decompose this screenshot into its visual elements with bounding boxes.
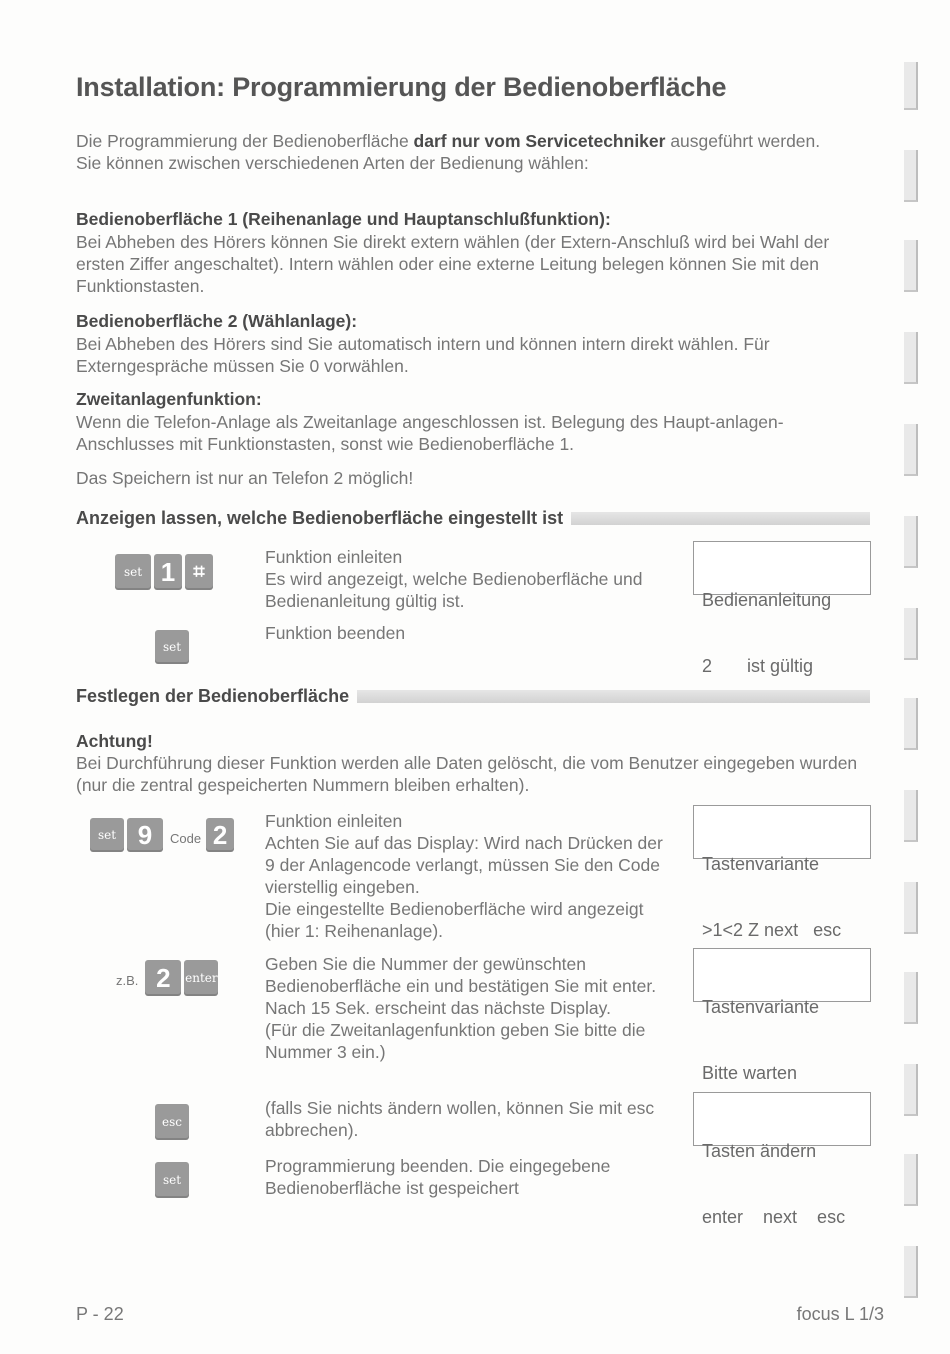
lcd-display — [693, 1092, 871, 1227]
digit-1-key[interactable]: 1 — [154, 554, 182, 590]
margin-tab — [904, 150, 918, 202]
intro-text-end: ausgeführt werden. — [665, 131, 821, 151]
section1-step2-text: Funktion beenden — [265, 623, 406, 643]
section2-step1-keys — [90, 818, 234, 852]
section2-step4-text: Programmierung beenden. Die eingegebene Bedienoberfläche ist gespeichert — [265, 1156, 611, 1198]
example-prefix: z.B. — [116, 973, 139, 988]
margin-tab — [904, 1064, 918, 1116]
digit-9-key[interactable]: 9 — [127, 818, 163, 852]
margin-tab — [904, 424, 918, 476]
section1-heading: Anzeigen lassen, welche Bedienoberfläche eingestellt ist — [76, 508, 870, 529]
section2-step2-text: Geben Sie die Nummer der gewünschten Bedienoberfläche ein und bestätigen Sie mit enter. Nach 15 Sek. erscheint das nächste Display. (Für die Zweitanlagenfunktion geben Sie bitte die Nummer 3 ein.) — [265, 954, 657, 1062]
warning-text: Bei Durchführung dieser Funktion werden alle Daten gelöscht, die vom Benutzer eingegeben wurden (nur die zentral gespeicherten Nummern bleiben erhalten). — [76, 753, 858, 795]
display-line-1: Bedienanleitung — [702, 590, 832, 610]
section2-step2-keys — [116, 960, 218, 996]
set-key[interactable]: set — [155, 1162, 189, 1198]
display-line-2: enter next esc — [702, 1207, 846, 1227]
section-bar — [571, 512, 870, 525]
intro-bold: darf nur vom Servicetechniker — [413, 131, 666, 151]
ui2-text: Bei Abheben des Hörers sind Sie automatisch intern und können intern direkt wählen. Für Externgespräche müssen Sie 0 vorwählen. — [76, 334, 770, 376]
set-key[interactable]: set — [90, 818, 124, 852]
display-line-1: Tasten ändern — [702, 1141, 817, 1161]
section1-step1-keys — [115, 554, 213, 590]
second-heading: Zweitanlagenfunktion: — [76, 389, 262, 409]
section1-step1-text: Funktion einleiten Es wird angezeigt, welche Bedienoberfläche und Bedienanleitung gültig ist. — [265, 547, 643, 611]
margin-tab — [904, 882, 918, 934]
page-number: P - 22 — [76, 1304, 124, 1324]
margin-tab — [904, 698, 918, 750]
digit-2-key[interactable]: 2 — [206, 818, 234, 852]
hash-key[interactable]: ⌗ — [185, 554, 213, 590]
margin-tab — [904, 240, 918, 292]
margin-tab — [904, 608, 918, 660]
second-text: Wenn die Telefon-Anlage als Zweitanlage angeschlossen ist. Belegung des Haupt-anlagen-Anschlusses mit Funktionstasten, sonst wie Bedienoberfläche 1. — [76, 412, 784, 454]
set-key[interactable]: set — [155, 630, 189, 664]
intro-text: Die Programmierung der Bedienoberfläche — [76, 131, 414, 151]
set-key[interactable]: set — [115, 554, 151, 590]
display-line-1: Tastenvariante — [702, 854, 820, 874]
intro-paragraph — [76, 130, 876, 174]
display-line-1: Tastenvariante — [702, 997, 820, 1017]
product-name: focus L 1/3 — [796, 1304, 884, 1324]
second-note: Das Speichern ist nur an Telefon 2 möglich! — [76, 468, 414, 488]
section2-step3-text: (falls Sie nichts ändern wollen, können Sie mit esc abbrechen). — [265, 1098, 655, 1140]
ui2-heading: Bedienoberfläche 2 (Wählanlage): — [76, 311, 358, 331]
margin-tab — [904, 1154, 918, 1206]
intro-line2: Sie können zwischen verschiedenen Arten der Bedienung wählen: — [76, 153, 589, 173]
lcd-display — [693, 948, 871, 1083]
section2-step1-text: Funktion einleiten Achten Sie auf das Display: Wird nach Drücken der 9 der Anlagencode verlangt, müssen Sie den Code vierstellig eingeben. Die eingestellte Bedienoberfläche wird angezeigt (hier 1: Reihenanlage). — [265, 811, 663, 941]
page-title: Installation: Programmierung der Bedienoberfläche — [76, 72, 727, 102]
enter-key[interactable]: enter — [184, 960, 218, 996]
display-line-2: >1<2 Z next esc — [702, 920, 842, 940]
section2-step4-keys — [155, 1162, 189, 1198]
section-bar — [357, 690, 870, 703]
lcd-display — [693, 541, 871, 676]
section2-step3-keys — [155, 1104, 189, 1140]
display-line-2: 2 ist gültig — [702, 656, 814, 676]
digit-2-key[interactable]: 2 — [145, 960, 181, 996]
lcd-display — [693, 805, 871, 940]
margin-tab — [904, 62, 918, 110]
margin-tab — [904, 516, 918, 568]
margin-tab — [904, 1246, 918, 1298]
ui1-heading: Bedienoberfläche 1 (Reihenanlage und Hauptanschlußfunktion): — [76, 209, 611, 229]
margin-tab — [904, 332, 918, 384]
esc-key[interactable]: esc — [155, 1104, 189, 1140]
ui1-text: Bei Abheben des Hörers können Sie direkt extern wählen (der Extern-Anschluß wird bei Wahl der ersten Ziffer angeschaltet). Intern wählen oder eine externe Leitung belegen können Sie mit den Funktionstasten. — [76, 232, 830, 296]
display-line-2: Bitte warten — [702, 1063, 798, 1083]
warning-title: Achtung! — [76, 731, 153, 751]
section2-heading: Festlegen der Bedienoberfläche — [76, 686, 870, 707]
margin-tab — [904, 790, 918, 842]
margin-tab — [904, 972, 918, 1024]
code-label: Code — [170, 831, 202, 846]
section1-step2-keys — [155, 630, 189, 664]
